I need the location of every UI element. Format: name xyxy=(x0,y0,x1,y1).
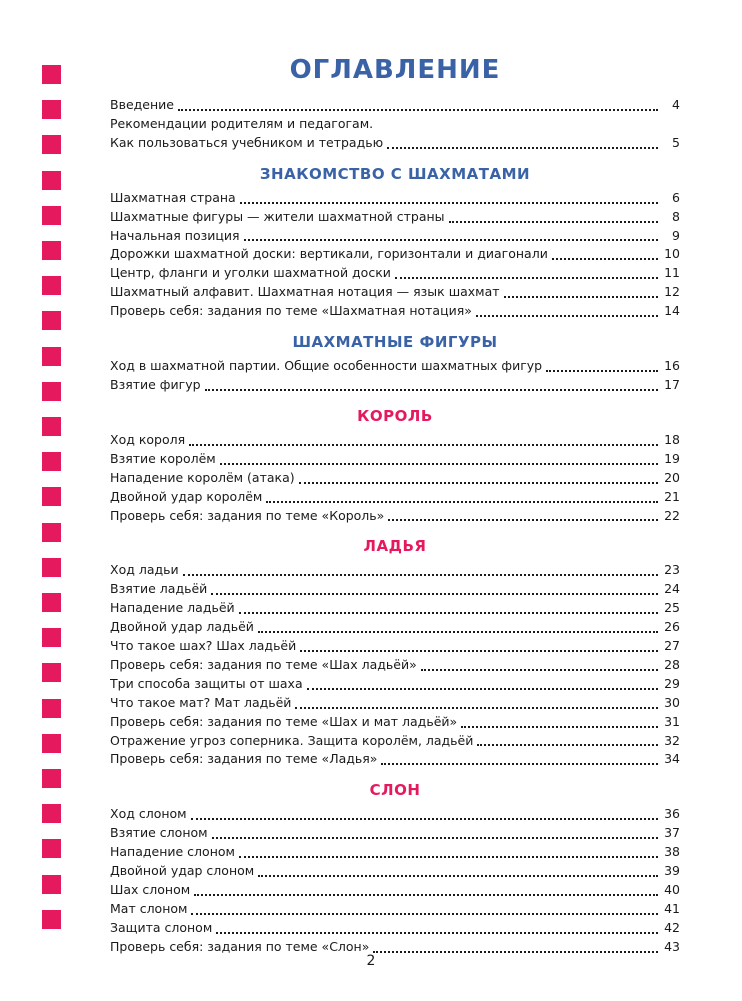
toc-entry-page: 30 xyxy=(664,694,680,710)
toc-entry-label: Взятие ладьёй xyxy=(110,581,208,597)
toc-entry-label: Нападение слоном xyxy=(110,844,235,860)
page-number: 2 xyxy=(366,953,376,969)
dot-leader xyxy=(189,444,658,446)
toc-entry-label: Ход ладьи xyxy=(110,562,179,578)
margin-marker xyxy=(42,100,61,119)
toc-entry-label: Взятие фигур xyxy=(110,376,201,392)
toc-entry-label: Нападение ладьёй xyxy=(110,600,235,616)
dot-leader xyxy=(307,688,658,690)
toc-entry[interactable] xyxy=(110,599,680,618)
toc-entry[interactable] xyxy=(110,750,680,769)
margin-marker xyxy=(42,135,61,154)
dot-leader xyxy=(421,669,658,671)
margin-marker xyxy=(42,769,61,788)
toc-entry-label: Двойной удар королём xyxy=(110,488,263,504)
toc-entry-page: 21 xyxy=(664,488,680,504)
dot-leader xyxy=(216,932,658,934)
toc-entry[interactable] xyxy=(110,824,680,843)
toc-entry[interactable] xyxy=(110,713,680,732)
toc-entry-label: Взятие королём xyxy=(110,450,216,466)
dot-leader xyxy=(183,574,658,576)
toc-entry[interactable] xyxy=(110,208,680,227)
toc-entry-page: 31 xyxy=(664,713,680,729)
dot-leader xyxy=(212,837,658,839)
toc-entry[interactable] xyxy=(110,694,680,713)
toc-entry-page: 25 xyxy=(664,600,680,616)
margin-marker xyxy=(42,558,61,577)
section-title: КОРОЛЬ xyxy=(357,406,433,425)
dot-leader xyxy=(244,239,658,241)
toc-entry-page: 6 xyxy=(672,189,680,205)
toc-entry[interactable] xyxy=(110,488,680,507)
section-title: СЛОН xyxy=(369,781,421,800)
margin-marker xyxy=(42,804,61,823)
dot-leader xyxy=(258,875,658,877)
toc-entry-page: 29 xyxy=(664,675,680,691)
toc-entry-page: 23 xyxy=(664,562,680,578)
toc-entry[interactable] xyxy=(110,805,680,824)
toc-entry-label: Введение xyxy=(110,97,174,112)
toc-entry-page: 36 xyxy=(664,806,680,822)
toc-entry-page: 9 xyxy=(672,227,680,243)
toc-entry-page: 11 xyxy=(664,265,680,281)
dot-leader xyxy=(299,482,658,484)
toc-section xyxy=(110,779,680,956)
toc-entry[interactable] xyxy=(110,900,680,919)
dot-leader xyxy=(546,370,658,372)
toc-entry-label: Начальная позиция xyxy=(110,227,240,243)
intro-list xyxy=(110,96,680,153)
toc-entry[interactable] xyxy=(110,96,680,115)
toc-entry-label: Отражение угроз соперника. Защита королём, ладьёй xyxy=(110,732,474,748)
margin-marker xyxy=(42,206,61,225)
toc-entry[interactable] xyxy=(110,561,680,580)
toc-entry-label: Шахматный алфавит. Шахматная нотация — язык шахмат xyxy=(110,284,500,300)
margin-marker xyxy=(42,839,61,858)
toc-entry-page: 22 xyxy=(664,507,680,523)
toc-section xyxy=(110,535,680,769)
toc-entry-label: Шах слоном xyxy=(110,882,191,897)
toc-entry-label: Ход слоном xyxy=(110,806,187,822)
dot-leader xyxy=(178,109,658,111)
dot-leader xyxy=(205,389,658,391)
toc-entry-page: 28 xyxy=(664,656,680,672)
toc-entry-label: Проверь себя: задания по теме «Ладья» xyxy=(110,751,378,767)
margin-marker xyxy=(42,875,61,894)
toc-entry[interactable] xyxy=(110,843,680,862)
toc-entry[interactable] xyxy=(110,580,680,599)
toc-entry[interactable] xyxy=(110,656,680,675)
toc-entry[interactable] xyxy=(110,919,680,938)
toc-entry-page: 38 xyxy=(664,844,680,860)
dot-leader xyxy=(194,894,658,896)
toc-entry[interactable] xyxy=(110,507,680,526)
toc-entry-label: Дорожки шахматной доски: вертикали, горизонтали и диагонали xyxy=(110,246,548,262)
margin-marker-strip xyxy=(42,0,64,1001)
toc-entry-label: Защита слоном xyxy=(110,919,213,935)
margin-marker xyxy=(42,65,61,84)
toc-entry-page: 17 xyxy=(664,376,680,392)
toc-entry[interactable] xyxy=(110,189,680,208)
toc-entry-label: Ход в шахматной партии. Общие особенности шахматных фигур xyxy=(110,358,543,374)
toc-entry-page: 5 xyxy=(672,134,680,150)
toc-entry-page: 26 xyxy=(664,619,680,635)
toc-entry[interactable] xyxy=(110,469,680,488)
toc-entry-page: 8 xyxy=(672,208,680,224)
margin-marker xyxy=(42,593,61,612)
dot-leader xyxy=(395,277,658,279)
margin-marker xyxy=(42,699,61,718)
dot-leader xyxy=(381,763,658,765)
dot-leader xyxy=(504,296,658,298)
toc-entry-label: Шахматные фигуры — жители шахматной страны xyxy=(110,208,445,224)
toc-entry-page: 43 xyxy=(664,938,680,954)
toc-entry[interactable] xyxy=(110,637,680,656)
toc-entry-label: Взятие слоном xyxy=(110,825,208,841)
toc-entry-label: Двойной удар ладьёй xyxy=(110,619,254,635)
toc-sections xyxy=(110,163,680,957)
toc-entry-page: 19 xyxy=(664,450,680,466)
dot-leader xyxy=(258,631,658,633)
toc-entry[interactable] xyxy=(110,283,680,302)
toc-entry[interactable] xyxy=(110,675,680,694)
margin-marker xyxy=(42,311,61,330)
toc-entry-page: 41 xyxy=(664,900,680,916)
margin-marker xyxy=(42,382,61,401)
toc-entry-page: 14 xyxy=(664,303,680,319)
toc-entry-label: Проверь себя: задания по теме «Шахматная нотация» xyxy=(110,303,472,319)
toc-entry-page: 24 xyxy=(664,581,680,597)
toc-entry-page: 12 xyxy=(664,284,680,300)
toc-entry[interactable] xyxy=(110,732,680,751)
toc-entry-page: 16 xyxy=(664,358,680,374)
toc-entry-label: Двойной удар слоном xyxy=(110,863,255,879)
toc-entry-label: Что такое мат? Мат ладьёй xyxy=(110,694,292,710)
dot-leader xyxy=(461,726,658,728)
toc-entry-label: Проверь себя: задания по теме «Король» xyxy=(110,507,385,523)
toc-section xyxy=(110,331,680,395)
dot-leader xyxy=(220,463,658,465)
section-title: ЗНАКОМСТВО С ШАХМАТАМИ xyxy=(259,164,531,183)
toc-entry-label: Нападение королём (атака) xyxy=(110,469,295,485)
toc-entry[interactable] xyxy=(110,357,680,376)
margin-marker xyxy=(42,628,61,647)
section-title: ШАХМАТНЫЕ ФИГУРЫ xyxy=(292,333,498,352)
margin-marker xyxy=(42,347,61,366)
toc-entry-page: 10 xyxy=(664,246,680,262)
dot-leader xyxy=(476,315,658,317)
toc-entry-page: 32 xyxy=(664,732,680,748)
toc-entry[interactable] xyxy=(110,376,680,395)
toc-entry-label: Шахматная страна xyxy=(110,189,236,205)
margin-marker xyxy=(42,910,61,929)
dot-leader xyxy=(300,650,658,652)
margin-marker xyxy=(42,276,61,295)
toc-entry-label: Мат слоном xyxy=(110,900,188,916)
toc-entry-page: 39 xyxy=(664,863,680,879)
toc-entry-page: 34 xyxy=(664,751,680,767)
toc-entry-label: Что такое шах? Шах ладьёй xyxy=(110,638,297,654)
toc-entry-label: Рекомендации родителям и педагогам. xyxy=(110,115,374,131)
dot-leader xyxy=(295,707,658,709)
dot-leader xyxy=(552,258,658,260)
toc-entry-label: Центр, фланги и уголки шахматной доски xyxy=(110,265,391,281)
toc-entry-page: 40 xyxy=(664,882,680,897)
toc-entry[interactable] xyxy=(110,862,680,881)
toc-entry[interactable] xyxy=(110,227,680,246)
dot-leader xyxy=(240,202,658,204)
margin-marker xyxy=(42,171,61,190)
toc-section xyxy=(110,405,680,526)
toc-entry[interactable] xyxy=(110,245,680,264)
margin-marker xyxy=(42,523,61,542)
dot-leader xyxy=(266,501,658,503)
toc-entry-page: 42 xyxy=(664,919,680,935)
dot-leader xyxy=(239,612,658,614)
dot-leader xyxy=(239,856,658,858)
toc-entry[interactable] xyxy=(110,431,680,450)
dot-leader xyxy=(191,818,658,820)
toc-entry[interactable] xyxy=(110,881,680,900)
toc-entry[interactable] xyxy=(110,264,680,283)
dot-leader xyxy=(387,147,658,149)
toc-entry-page: 20 xyxy=(664,469,680,485)
toc-entry[interactable] xyxy=(110,450,680,469)
dot-leader xyxy=(388,519,658,521)
dot-leader xyxy=(449,221,658,223)
margin-marker xyxy=(42,417,61,436)
toc-entry-label: Ход короля xyxy=(110,431,186,447)
margin-marker xyxy=(42,452,61,471)
margin-marker xyxy=(42,663,61,682)
toc-entry-page: 37 xyxy=(664,825,680,841)
toc-entry-label: Три способа защиты от шаха xyxy=(110,675,303,691)
margin-marker xyxy=(42,487,61,506)
margin-marker xyxy=(42,734,61,753)
toc-entry[interactable] xyxy=(110,618,680,637)
toc-section xyxy=(110,163,680,321)
toc-entry-label: Проверь себя: задания по теме «Шах ладьёй» xyxy=(110,656,417,672)
dot-leader xyxy=(477,744,658,746)
page-title: ОГЛАВЛЕНИЕ xyxy=(289,55,501,85)
toc-entry-label: Проверь себя: задания по теме «Шах и мат ладьёй» xyxy=(110,713,458,729)
table-of-contents xyxy=(110,50,680,957)
margin-marker xyxy=(42,241,61,260)
toc-entry-page: 4 xyxy=(672,97,680,112)
toc-entry[interactable] xyxy=(110,115,680,134)
dot-leader xyxy=(211,593,658,595)
toc-entry-page: 18 xyxy=(664,431,680,447)
section-title: ЛАДЬЯ xyxy=(363,537,427,556)
toc-entry[interactable] xyxy=(110,302,680,321)
toc-entry[interactable] xyxy=(110,134,680,153)
toc-entry-label: Как пользоваться учебником и тетрадью xyxy=(110,134,384,150)
toc-entry-page: 27 xyxy=(664,638,680,654)
dot-leader xyxy=(191,913,658,915)
toc-entry-label: Проверь себя: задания по теме «Слон» xyxy=(110,938,370,954)
